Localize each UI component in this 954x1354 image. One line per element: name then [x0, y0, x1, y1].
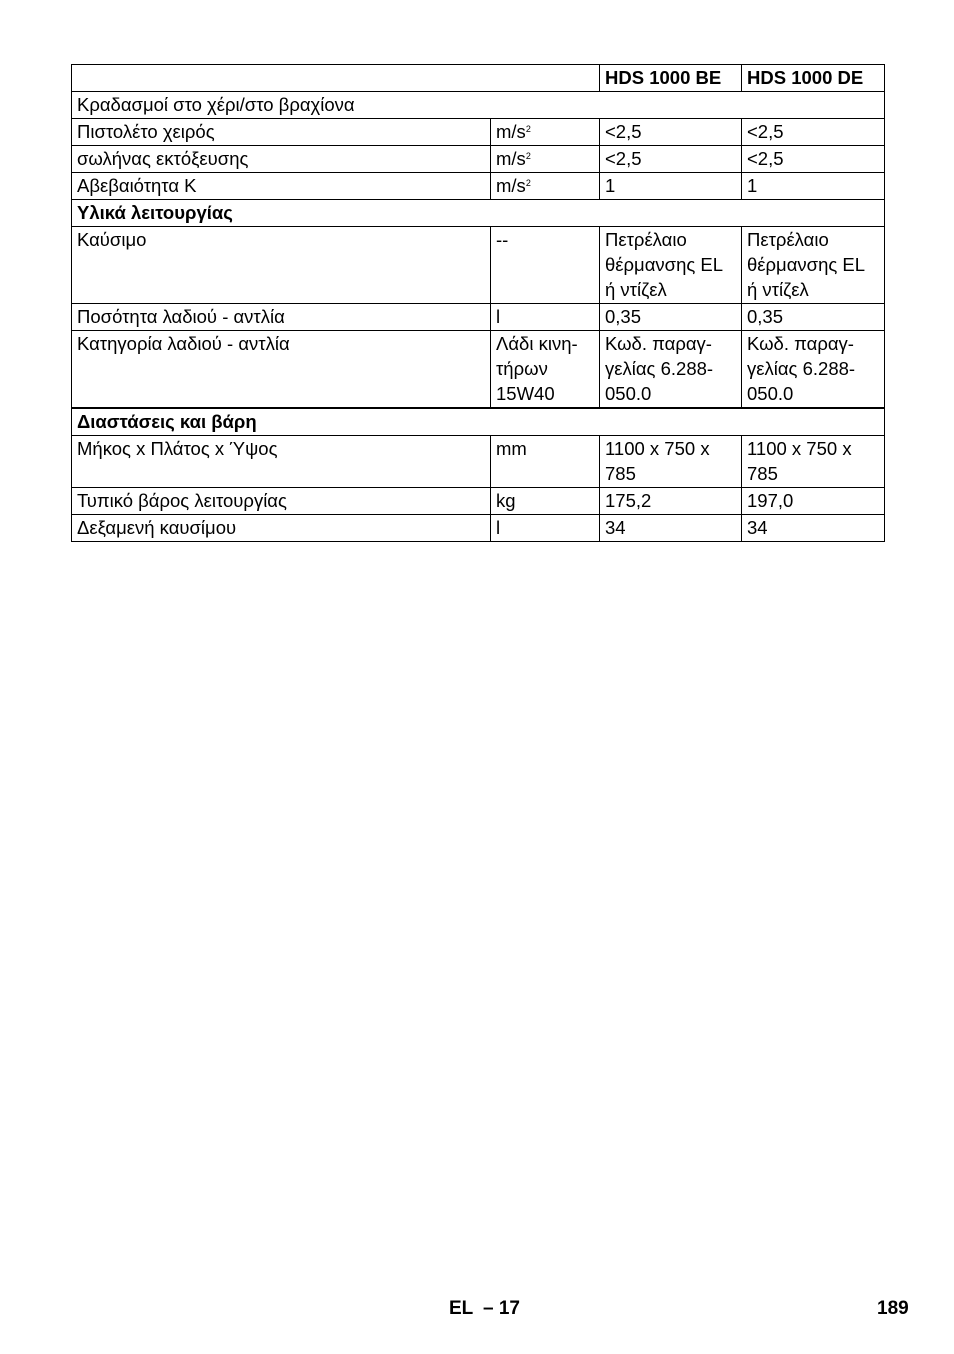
row-unit	[491, 304, 600, 331]
table-row	[72, 515, 885, 542]
row-label: Δεξαμενή καυσίμου	[72, 515, 491, 542]
row-label: Πιστολέτο χειρός	[72, 119, 491, 146]
row-label: Ποσότητα λαδιού - αντλία	[72, 304, 491, 331]
row-value-de: 34	[742, 515, 885, 542]
unit-text: mm	[496, 438, 527, 459]
row-unit	[491, 146, 600, 173]
row-value-be: Πετρέλαιο θέρμανσης EL ή ντίζελ	[600, 227, 742, 304]
row-value-be: 0,35	[600, 304, 742, 331]
unit-text: m/s	[496, 121, 526, 142]
row-value-de: Πετρέλαιο θέρμανσης EL ή ντίζελ	[742, 227, 885, 304]
unit-text: m/s	[496, 148, 526, 169]
row-value-be: 175,2	[600, 488, 742, 515]
row-label: Αβεβαιότητα K	[72, 173, 491, 200]
table-row	[72, 304, 885, 331]
row-value-de: <2,5	[742, 119, 885, 146]
section-dimensions	[72, 408, 885, 436]
row-value-de: Κωδ. παραγ- γελίας 6.288- 050.0	[742, 331, 885, 409]
table-row	[72, 488, 885, 515]
row-unit	[491, 436, 600, 488]
row-value-de: 0,35	[742, 304, 885, 331]
unit-text: kg	[496, 490, 516, 511]
unit-text: l	[496, 306, 501, 327]
row-label: Μήκος x Πλάτος x Ύψος	[72, 436, 491, 488]
row-value-be: <2,5	[600, 119, 742, 146]
row-unit	[491, 119, 600, 146]
header-label-cell	[72, 65, 600, 92]
row-unit	[491, 515, 600, 542]
language-code: EL	[449, 1298, 474, 1319]
row-label: Κατηγορία λαδιού - αντλία	[72, 331, 491, 409]
unit-superscript: 2	[525, 178, 531, 188]
section-title: Διαστάσεις και βάρη	[72, 408, 885, 436]
unit-superscript: 2	[525, 151, 531, 161]
section-materials	[72, 200, 885, 227]
row-value-de: <2,5	[742, 146, 885, 173]
technical-data-table	[71, 64, 885, 542]
table-row	[72, 173, 885, 200]
row-value-de: 197,0	[742, 488, 885, 515]
table-header-row	[72, 65, 885, 92]
row-value-de: 1	[742, 173, 885, 200]
row-unit	[491, 173, 600, 200]
row-value-be: Κωδ. παραγ- γελίας 6.288- 050.0	[600, 331, 742, 409]
row-unit	[491, 488, 600, 515]
section-title: Κραδασμοί στο χέρι/στο βραχίονα	[72, 92, 885, 119]
table-row	[72, 119, 885, 146]
row-value-de: 1100 x 750 x 785	[742, 436, 885, 488]
row-label: Καύσιμο	[72, 227, 491, 304]
section-vibration	[72, 92, 885, 119]
unit-text: m/s	[496, 175, 526, 196]
section-title: Υλικά λειτουργίας	[72, 200, 885, 227]
table-row	[72, 436, 885, 488]
table-row	[72, 331, 885, 409]
row-label: σωλήνας εκτόξευσης	[72, 146, 491, 173]
unit-text: Λάδι κινη- τήρων 15W40	[496, 333, 578, 404]
row-unit	[491, 227, 600, 304]
header-model-be: HDS 1000 BE	[600, 65, 742, 92]
unit-text: l	[496, 517, 501, 538]
page-number: 189	[877, 1298, 909, 1319]
row-label: Τυπικό βάρος λειτουργίας	[72, 488, 491, 515]
unit-text: --	[496, 229, 509, 250]
section-page-label: – 17	[483, 1298, 520, 1319]
row-value-be: <2,5	[600, 146, 742, 173]
header-model-de: HDS 1000 DE	[742, 65, 885, 92]
unit-superscript: 2	[525, 124, 531, 134]
row-value-be: 34	[600, 515, 742, 542]
row-value-be: 1	[600, 173, 742, 200]
row-value-be: 1100 x 750 x 785	[600, 436, 742, 488]
table-row	[72, 146, 885, 173]
row-unit	[491, 331, 600, 409]
table-row	[72, 227, 885, 304]
